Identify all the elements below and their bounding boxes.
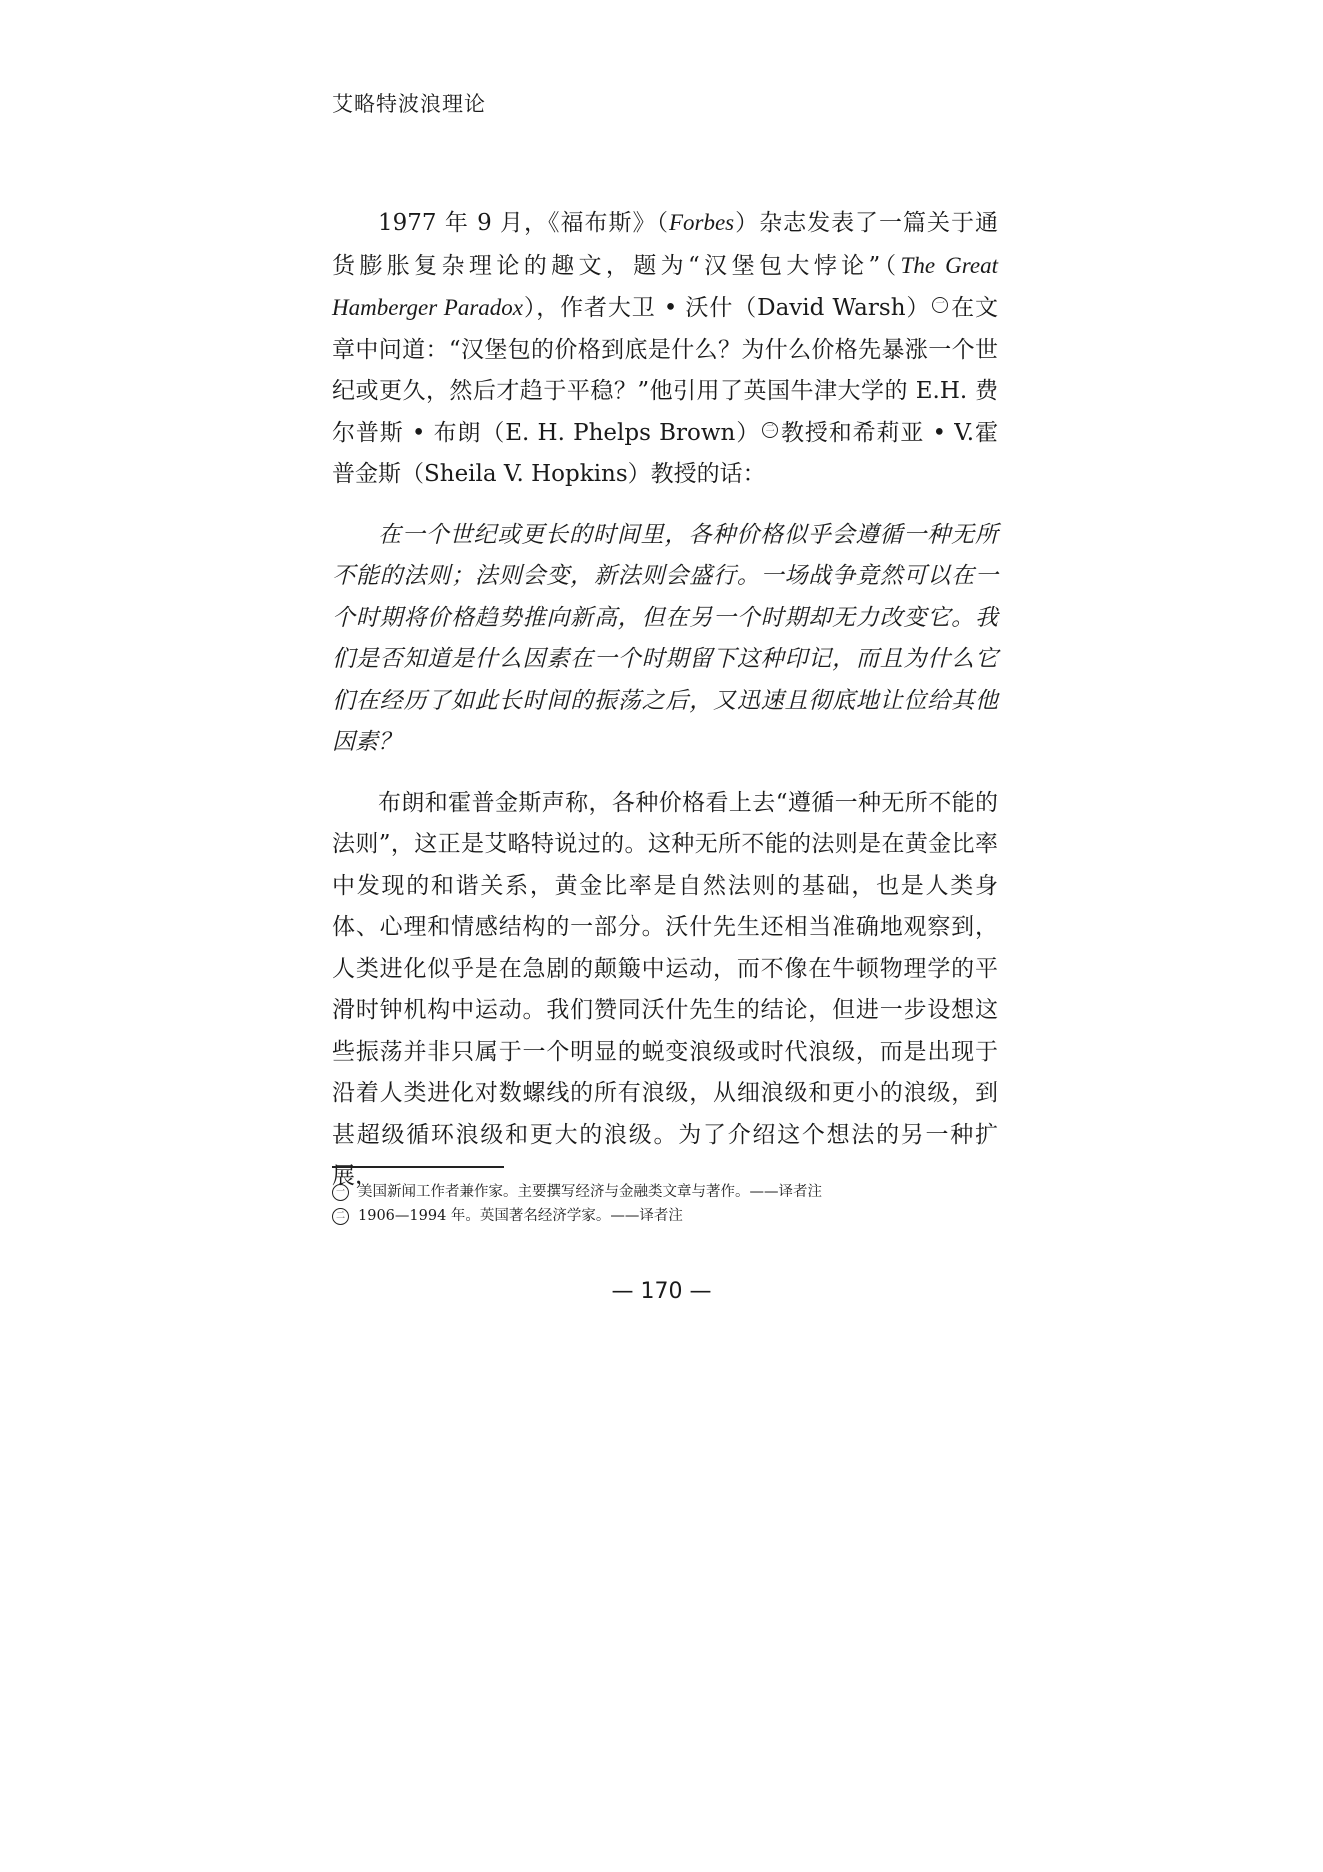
paragraph1-text-5: 教授和希莉亚 • V.霍普金斯（Sheila V. Hopkins）教授的话： xyxy=(332,419,999,487)
running-header: 艾略特波浪理论 xyxy=(332,92,486,116)
footnotes xyxy=(332,1180,1012,1228)
paragraph2-text-2: 浪级，从细浪级和更小的浪级，到甚超级循环浪级和更大的浪级。为了介绍这个想法的另一种扩展， xyxy=(332,1080,999,1189)
footnote-ref-2[interactable]: 二 xyxy=(762,422,778,438)
paragraph1-text-4: 在文章中问道：“汉堡包的价格到底是什么？为什么价格先暴涨一个世纪或更久，然后才趋于平稳？”他引用了英国牛津大学的 E.H. 费尔普斯 • 布朗（E. H. Phelps Brown） xyxy=(332,295,998,446)
footnote-ref-1[interactable]: 一 xyxy=(932,297,948,313)
paragraph1-text-1: 1977 年 9 月，《福布斯》（ xyxy=(378,210,669,236)
page-number: — 170 — xyxy=(611,1279,712,1304)
emphasis-all: 所有 xyxy=(593,1080,642,1106)
footnote-divider xyxy=(332,1166,504,1168)
footnote-2 xyxy=(332,1204,1012,1228)
paragraph1-text-3: ），作者大卫 • 沃什（David Warsh） xyxy=(523,295,931,321)
paragraph-golden-ratio xyxy=(332,783,998,1198)
footnote-marker-1: 一 xyxy=(332,1184,349,1201)
paragraph1-text-2: ）杂志发表了一篇关于通货膨胀复杂理论的趣文，题为“汉堡包大悖论”（ xyxy=(332,210,998,279)
body-text xyxy=(332,202,998,1198)
hamberger-paradox-title: The Great Hamberger Paradox xyxy=(332,252,998,320)
footnote-1 xyxy=(332,1180,1012,1204)
footnote-marker-2: 二 xyxy=(332,1208,349,1225)
footnote-text-2: 1906—1994 年。英国著名经济学家。——译者注 xyxy=(358,1208,683,1224)
forbes-title: Forbes xyxy=(668,210,735,235)
paragraph2-text-1: 布朗和霍普金斯声称，各种价格看上去“遵循一种无所不能的法则”，这正是艾略特说过的。这种无所不能的法则是在黄金比率中发现的和谐关系，黄金比率是自然法则的基础，也是人类身体、心理和情感结构的一部分。沃什先生还相当准确地观察到，人类进化似乎是在急剧的颠簸中运动，而不像在牛顿物理学的平滑时钟机构中运动。我们赞同沃什先生的结论，但进一步设想这些振荡并非只属于一个明显的蜕变浪级或时代浪级，而是出现于沿着人类进化对数螺线的 xyxy=(332,789,998,1106)
block-quote: 在一个世纪或更长的时间里，各种价格似乎会遵循一种无所不能的法则；法则会变，新法则会盛行。一场战争竟然可以在一个时期将价格趋势推向新高，但在另一个时期却无力改变它。我们是否知道是什么因素在一个时期留下这种印记，而且为什么它们在经历了如此长时间的振荡之后，又迅速且彻底地让位给其他因素？ xyxy=(332,521,998,755)
footnote-text-1: 美国新闻工作者兼作家。主要撰写经济与金融类文章与著作。——译者注 xyxy=(358,1184,822,1200)
paragraph-forbes-article xyxy=(332,202,998,496)
